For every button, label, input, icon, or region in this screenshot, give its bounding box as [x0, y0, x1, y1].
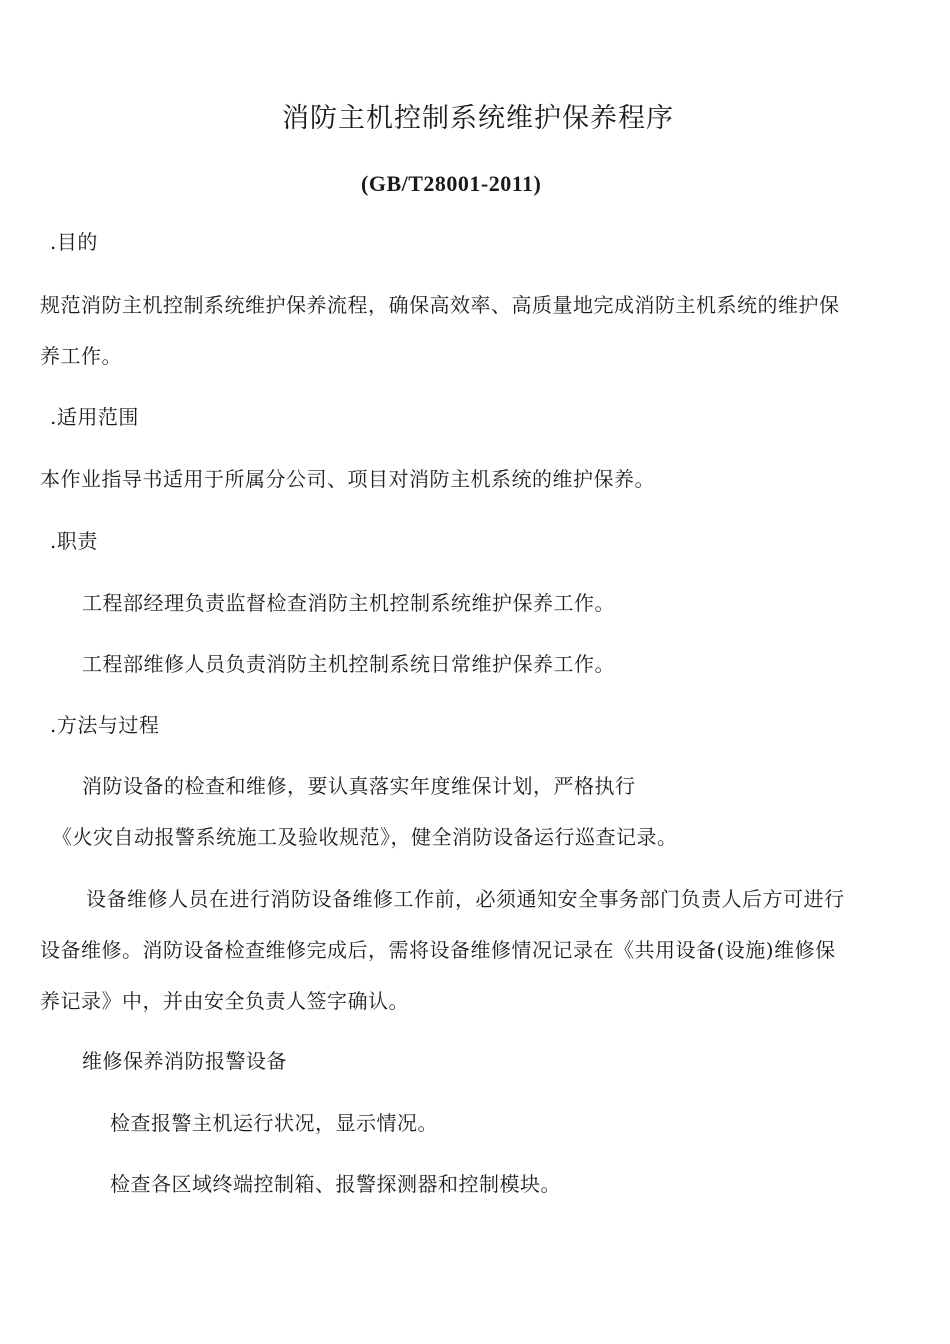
check-item-1: 检查报警主机运行状况，显示情况。 — [110, 1111, 438, 1135]
method-paragraph-2-line-1: 设备维修人员在进行消防设备维修工作前，必须通知安全事务部门负责人后方可进行 — [86, 887, 845, 911]
method-paragraph-2-line-2: 设备维修。消防设备检查维修完成后，需将设备维修情况记录在《共用设备(设施)维修保 — [40, 938, 836, 962]
scope-text: 本作业指导书适用于所属分公司、项目对消防主机系统的维护保养。 — [40, 467, 655, 491]
method-sub-heading: 维修保养消防报警设备 — [82, 1049, 287, 1073]
section-heading-scope: .适用范围 — [50, 405, 139, 429]
purpose-text-line-1: 规范消防主机控制系统维护保养流程，确保高效率、高质量地完成消防主机系统的维护保 — [40, 293, 840, 317]
section-heading-duties: .职责 — [50, 529, 98, 553]
check-item-2: 检查各区域终端控制箱、报警探测器和控制模块。 — [110, 1172, 561, 1196]
section-heading-method: .方法与过程 — [50, 713, 160, 737]
method-paragraph-2-line-3: 养记录》中，并由安全负责人签字确认。 — [40, 989, 409, 1013]
method-paragraph-1-line-2: 《火灾自动报警系统施工及验收规范》，健全消防设备运行巡查记录。 — [52, 825, 678, 849]
document-title: 消防主机控制系统维护保养程序 — [282, 103, 674, 134]
duty-item-2: 工程部维修人员负责消防主机控制系统日常维护保养工作。 — [82, 652, 615, 676]
method-paragraph-1-line-1: 消防设备的检查和维修，要认真落实年度维保计划，严格执行 — [82, 774, 636, 798]
section-heading-purpose: .目的 — [50, 230, 98, 254]
duty-item-1: 工程部经理负责监督检查消防主机控制系统维护保养工作。 — [82, 591, 615, 615]
standard-code: (GB/T28001-2011) — [361, 171, 542, 196]
purpose-text-line-2: 养工作。 — [40, 344, 122, 368]
